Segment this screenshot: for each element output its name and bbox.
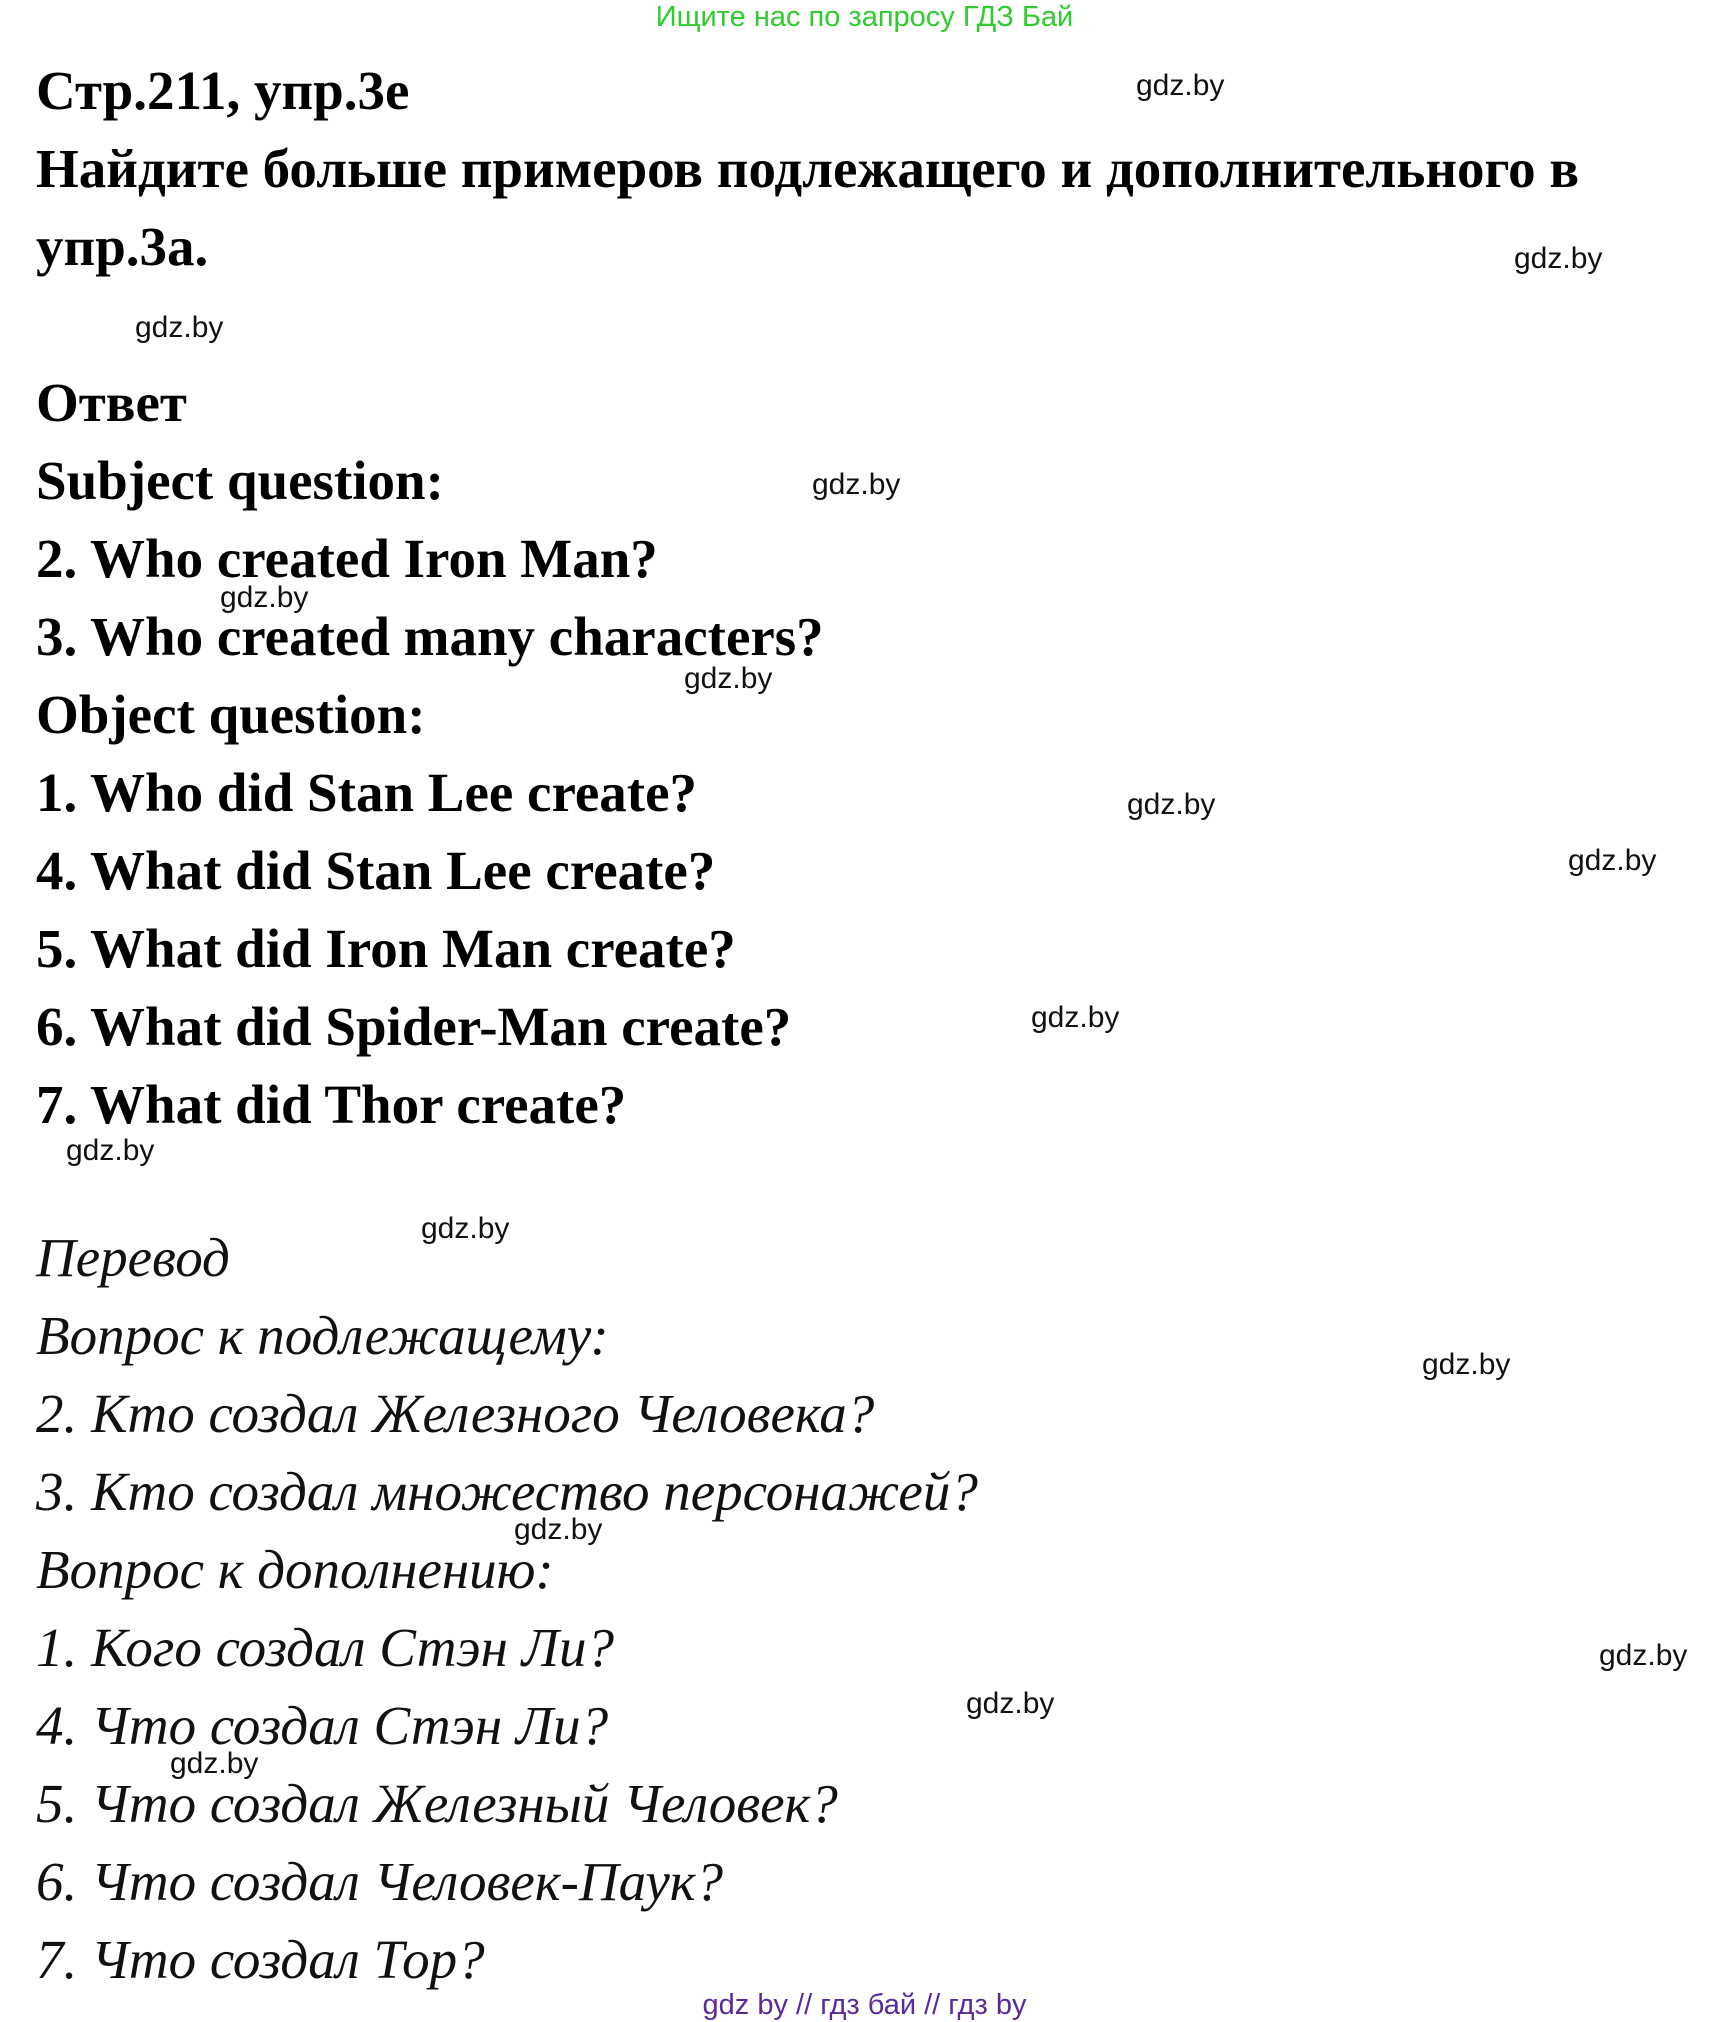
footer-links: gdz by // гдз бай // гдз by [702,1989,1027,2021]
document-body [36,52,1579,1999]
watermark: gdz.by [220,581,309,614]
watermark: gdz.by [66,1134,155,1167]
object-heading: Object question: [36,684,426,745]
watermark: gdz.by [170,1747,259,1780]
task-line-2: упр.3а. [36,216,209,277]
search-banner: Ищите нас по запросу ГДЗ Бай [655,1,1074,33]
watermark: gdz.by [1422,1348,1511,1381]
subject-heading: Subject question: [36,450,444,511]
object-item: 7. What did Thor create? [36,1074,627,1135]
watermark: gdz.by [1127,788,1216,821]
translation-subject-item: 2. Кто создал Железного Человека? [36,1383,875,1444]
task-line-1: Найдите больше примеров подлежащего и дополнительного в [36,138,1580,199]
translation-object-item: 1. Кого создал Стэн Ли? [36,1617,614,1678]
subject-item: 3. Who created many characters? [36,606,824,667]
subject-item: 2. Who created Iron Man? [36,528,658,589]
watermark: gdz.by [966,1687,1055,1720]
translation-subject-item: 3. Кто создал множество персонажей? [36,1461,978,1522]
answer-label: Ответ [36,372,187,433]
object-item: 4. What did Stan Lee create? [36,840,716,901]
translation-object-item: 6. Что создал Человек-Паук? [36,1851,724,1912]
object-item: 5. What did Iron Man create? [36,918,736,979]
watermark: gdz.by [1599,1639,1688,1672]
watermark: gdz.by [812,468,901,501]
watermark: gdz.by [514,1513,603,1546]
translation-object-item: 5. Что создал Железный Человек? [36,1773,838,1834]
watermark: gdz.by [135,311,224,344]
watermark: gdz.by [1031,1001,1120,1034]
object-item: 6. What did Spider-Man create? [36,996,792,1057]
watermark: gdz.by [421,1212,510,1245]
translation-object-item: 7. Что создал Тор? [36,1929,485,1990]
translation-object-heading: Вопрос к дополнению: [36,1539,554,1600]
object-item: 1. Who did Stan Lee create? [36,762,698,823]
translation-object-item: 4. Что создал Стэн Ли? [36,1695,609,1756]
watermark: gdz.by [1568,844,1657,877]
watermark: gdz.by [1514,242,1603,275]
translation-subject-heading: Вопрос к подлежащему: [36,1305,609,1366]
translation-label: Перевод [36,1227,230,1288]
watermark: gdz.by [684,662,773,695]
page-title: Стр.211, упр.3е [36,60,410,121]
watermark: gdz.by [1136,69,1225,102]
